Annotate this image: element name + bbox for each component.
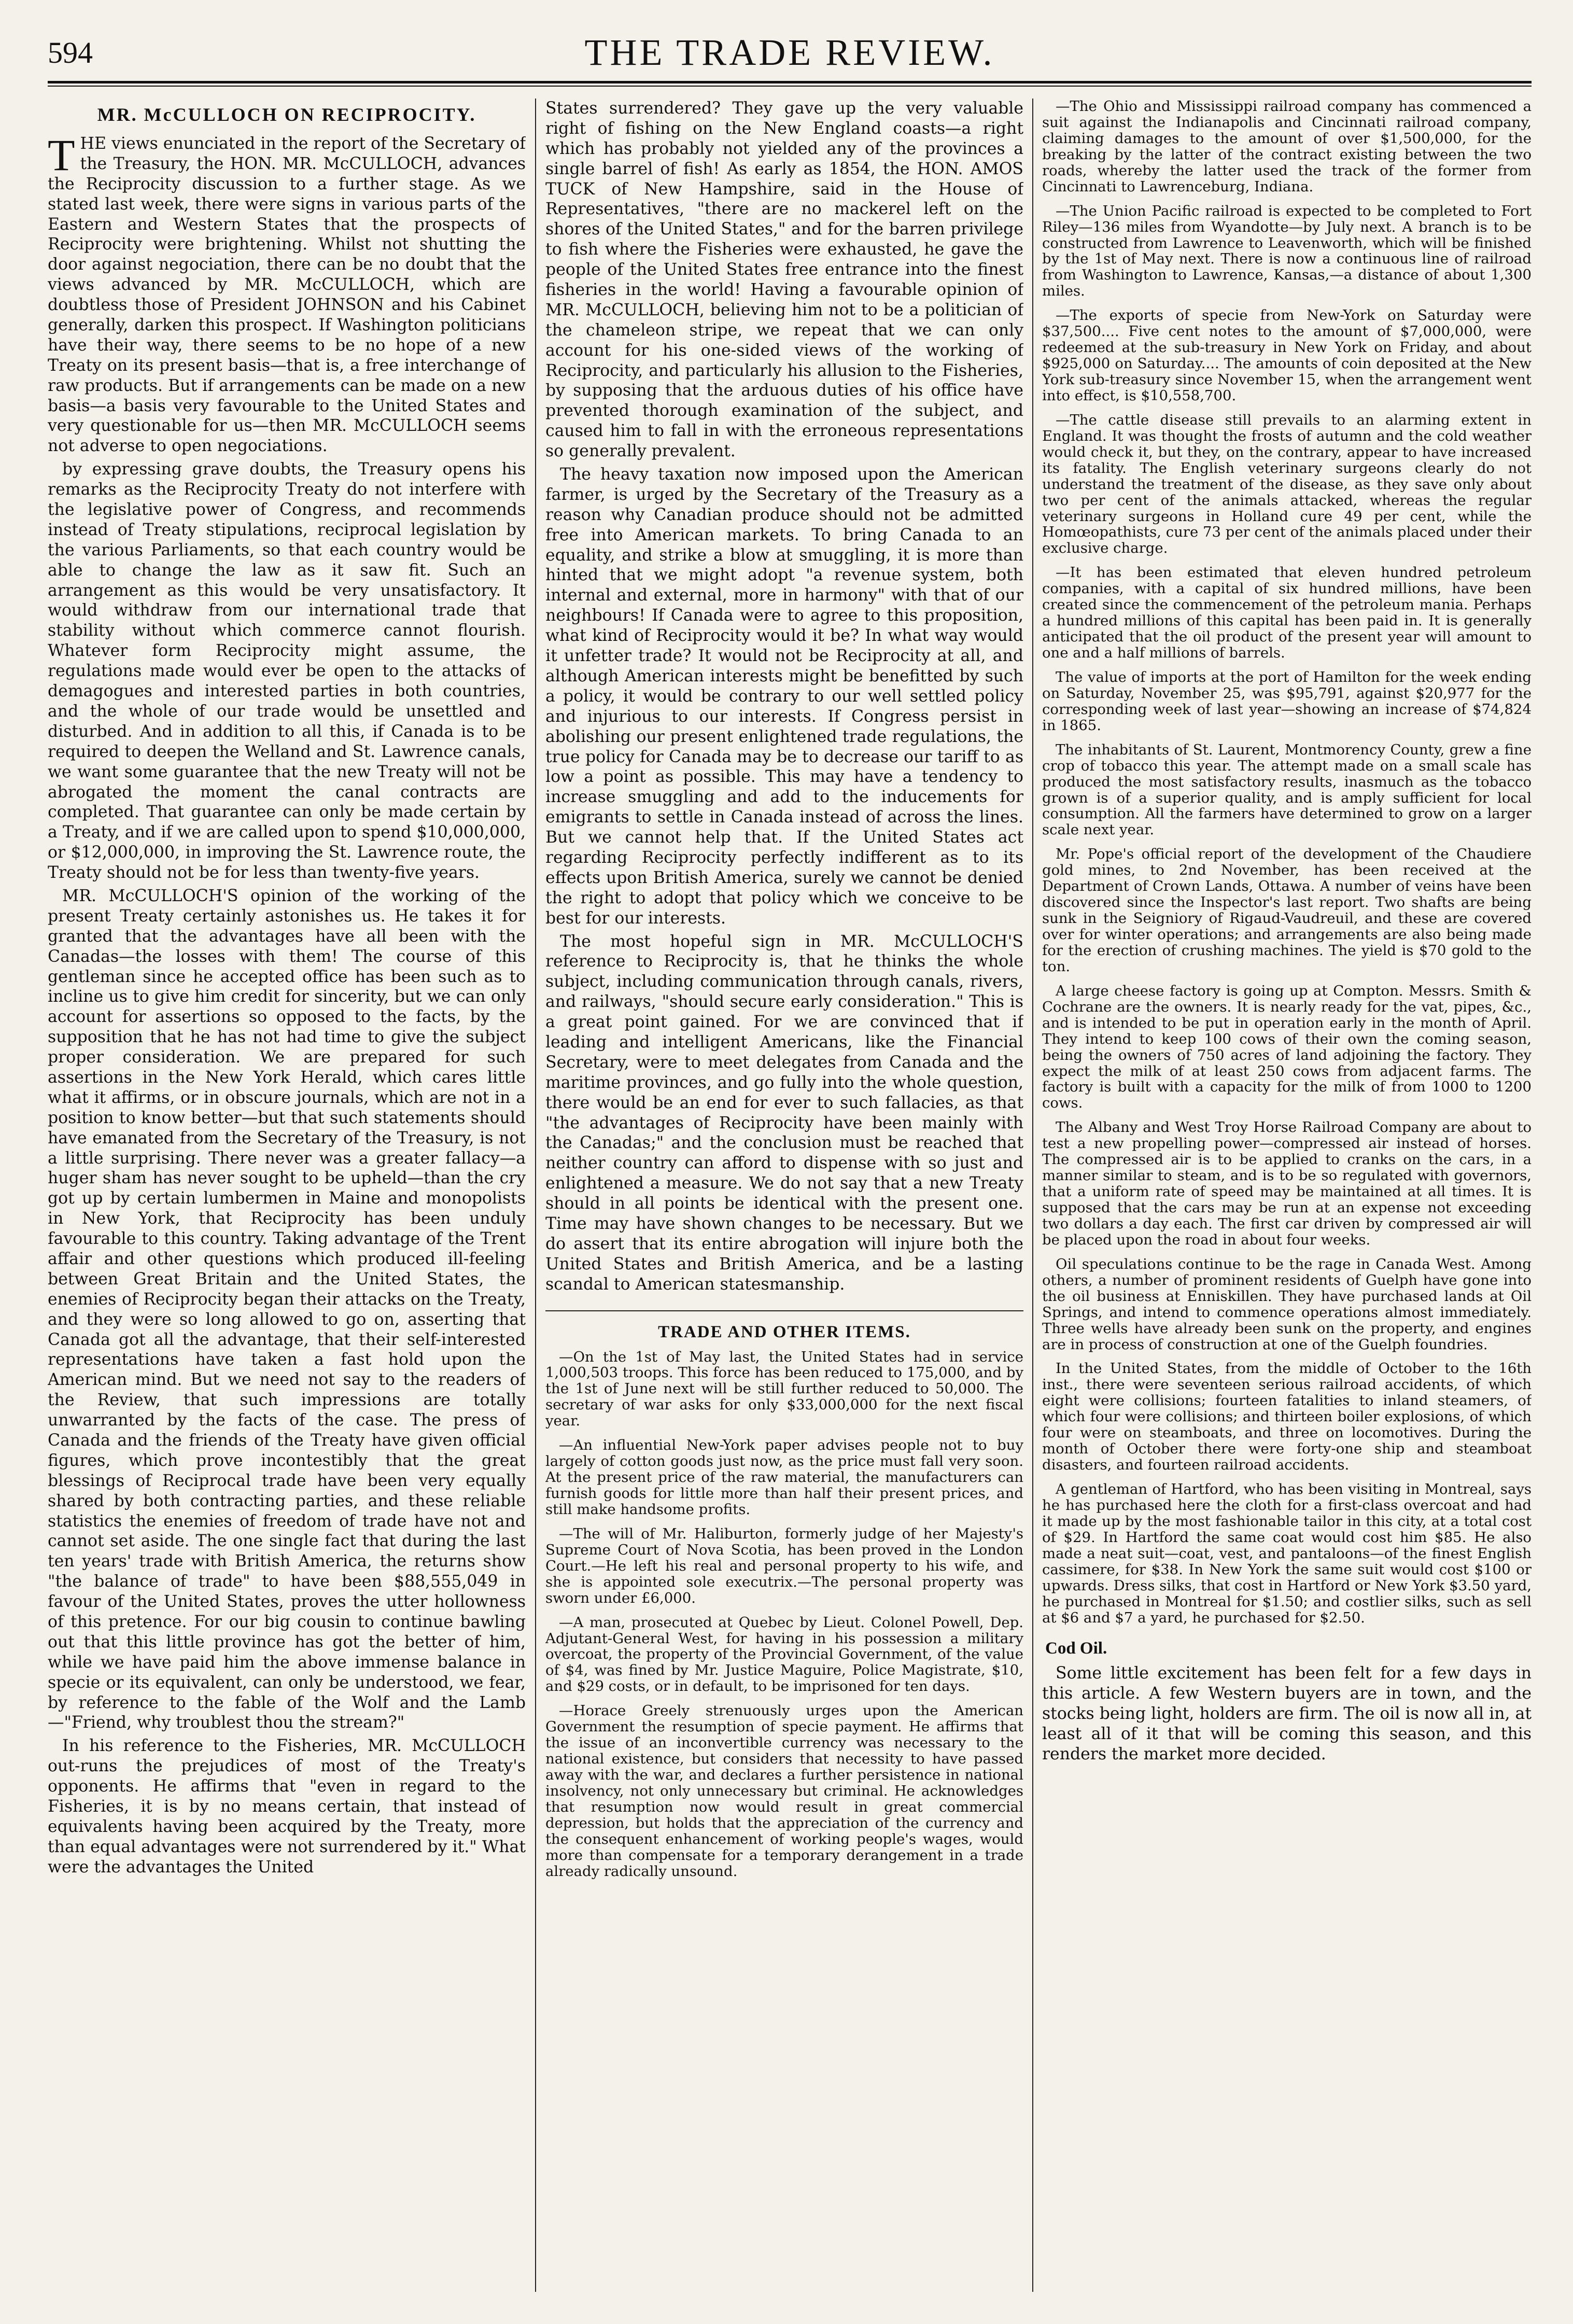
column-3 <box>1042 99 1532 2307</box>
news-item: A large cheese factory is going up at Compton. Messrs. Smith & Cochrane are the owners. It is nearly ready for the vat, pipes, &c., and is intended to be put in operation early in the month of April. They intend to keep 100 cows of their own the coming season, being the owners of 750 acres of land adjoining the factory. They expect the milk of at least 250 cows from adjacent farms. The factory is built with a capacity for the milk of from 1000 to 1200 cows. <box>1042 982 1532 1112</box>
article-paragraph: Some little excitement has been felt for a few days in this article. A few Western buyers are in town, and the stocks being light, holders are firm. The oil is now all in, at least all of it that will be coming this season, and this renders the market more decided. <box>1042 1664 1532 1763</box>
drop-cap: T <box>48 130 75 180</box>
article-paragraph: In his reference to the Fisheries, MR. McCULLOCH out-runs the prejudices of most of the Treaty's opponents. He affirms that "even in regard to the Fisheries, it is by no means certain, that instead of equivalents having been acquired by the Treaty, more than equal advantages were not surrendered by it." What were the advantages the United <box>48 1737 526 1877</box>
news-item: —The Union Pacific railroad is expected to be completed to Fort Riley—136 miles from Wyandotte—by July next. A branch is to be constructed from Lawrence to Leavenworth, which will be finished by the 1st of May next. There is now a continuous line of railroad from Washington to Lawrence, Kansas,—a distance of about 1,300 miles. <box>1042 202 1532 300</box>
cod-oil-section <box>1042 1663 1532 1764</box>
column-rule <box>1032 99 1033 2292</box>
header-rule <box>48 81 1532 83</box>
column-2 <box>545 99 1023 2287</box>
article-paragraph: The most hopeful sign in MR. McCULLOCH'S reference to Reciprocity is, that he thinks the whole subject, including communication through canals, rivers, and railways, "should secure early consideration." This is a great point gained. For we are convinced that if leading and intelligent Americans, like the Financial Secretary, were to meet delegates from Canada and the maritime provinces, and go fully into the whole question, there would be an end for ever to such fallacies, as that "the advantages of Reciprocity have been mainly with the Canadas;" and the conclusion must be reached that neither country can afford to dispense with so just and enlightened a measure. We do not say that a new Treaty should in all points be identical with the present one. Time may have shown changes to be necessary. But we do assert that its entire abrogation will injure both the United States and British America, and be a lasting scandal to American statesmanship. <box>545 932 1023 1294</box>
news-item: —The Ohio and Mississippi railroad company has commenced a suit against the Indianapolis and Cincinnati railroad company, claiming damages to the amount of over $1,500,000, for the breaking by the latter of the contract existing between the two roads, whereby the latter used the track of the former from Cincinnati to Lawrenceburg, Indiana. <box>1042 99 1532 195</box>
news-item: The inhabitants of St. Laurent, Montmorency County, grew a fine crop of tobacco this year. The attempt made on a small scale has produced the most satisfactory results, inasmuch as the tobacco grown is of a superior quality, and is amply sufficient for local consumption. All the farmers have determined to grow on a larger scale next year. <box>1042 741 1532 838</box>
article-paragraph: THE views enunciated in the report of the Secretary of the Treasury, the HON. MR. McCULLOCH, advances the Reciprocity discussion to a further stage. As we stated last week, there were signs in various parts of the Eastern and Western States that the prospects of Reciprocity were brightening. Whilst not shutting the door against negociation, there can be no doubt that the views advanced by MR. McCULLOCH, which are doubtless those of President JOHNSON and his Cabinet generally, darken this prospect. If Washington politicians have their way, there seems to be no hope of a new Treaty on its present basis—that is, a free interchange of raw products. But if arrangements can be made on a new basis—a basis very favourable to the United States and very questionable for us—then MR. McCULLOCH seems not adverse to open negociations. <box>48 130 526 456</box>
running-header <box>48 31 1532 76</box>
article-paragraph: MR. McCULLOCH'S opinion of the working of the present Treaty certainly astonishes us. He takes it for granted that the advantages have all been with the Canadas—the losses with them! The course of this gentleman since he accepted office has been such as to incline us to give him credit for sincerity, but we can only account for assertions so opposed to the facts, by the supposition that he has not had time to give the subject proper consideration. We are prepared for such assertions in the New York Herald, which cares little what it affirms, or in obscure journals, which are not in a position to know better—but that such statements should have emanated from the Secretary of the Treasury, is not a little surprising. There never was a greater fallacy—a huger sham has never sought to be upheld—than the cry got up by certain lumbermen in Maine and monopolists in New York, that Reciprocity has been unduly favourable to this country. Taking advantage of the Trent affair and other questions which produced ill-feeling between Great Britain and the United States, the enemies of Reciprocity began their attacks on the Treaty, and they were so long allowed to go on, asserting that Canada got all the advantage, that their self-interested representations have taken a fast hold upon the American mind. But we need not say to the readers of the Review, that such impressions are totally unwarranted by the facts of the case. The press of Canada and the friends of the Treaty have given official figures, which prove incontestibly that the great blessings of Reciprocal trade have been very equally shared by both contracting parties, and these reliable statistics the enemies of freedom of trade have not and cannot set aside. The one single fact that during the last ten years' trade with British America, the returns show "the balance of trade" to have been $88,555,049 in favour of the United States, proves the utter hollowness of this pretence. For our big cousin to continue bawling out that this little province has got the better of him, while we have paid him the above immense balance in specie or its equivalent, can only be understood, we fear, by reference to the fable of the Wolf and the Lamb—"Friend, why troublest thou the stream?" <box>48 886 526 1732</box>
news-item: —On the 1st of May last, the United States had in service 1,000,503 troops. This force has been reduced to 175,000, and by the 1st of June next will be still further reduced to 50,000. The secretary of war asks for only $33,000,000 for the next fiscal year. <box>545 1348 1023 1430</box>
article-paragraph: States surrendered? They gave up the very valuable right of fishing on the New England coasts—a right which has probably not yielded any of the provinces a single barrel of fish! As early as 1854, the HON. AMOS TUCK of New Hampshire, said in the House of Representatives, "there are no mackerel left on the shores of the United States," and for the barren privilege to fish where the Fisheries were exhausted, he gave the people of the United States free entrance into the finest fisheries in the world! Having a favourable opinion of MR. McCULLOCH, believing him not to be a politician of the chameleon stripe, we repeat that we can only account for his one-sided views of the working of Reciprocity, and particularly his allusion to the Fisheries, by supposing that the arduous duties of his office have prevented thorough examination of the subject, and caused him to fall in with the erroneous representations so generally prevalent. <box>545 99 1023 461</box>
news-item: In the United States, from the middle of October to the 16th inst., there were seventeen serious railroad accidents, of which eight were collisions; fourteen fatalities to inland steamers, of which four were collisions; and thirteen boiler explosions, of which four were on steamboats, and three on locomotives. During the month of October there were forty-one ship and steamboat disasters, and fourteen railroad accidents. <box>1042 1360 1532 1474</box>
news-item: Mr. Pope's official report of the development of the Chaudiere gold mines, to 2nd November, has been received at the Department of Crown Lands, Ottawa. A number of veins have been discovered since the Inspector's last report. Two shafts are being sunk in the Seigniory of Rigaud-Vaudreuil, and these are covered over for winter operations; and arrangements are also being made for the erection of crushing machines. The yield is $70 gold to the ton. <box>1042 846 1532 975</box>
news-item: —An influential New-York paper advises people not to buy largely of cotton goods just now, as the price must fall very soon. At the present price of the raw material, the manufacturers can furnish goods for little more than half their present prices, and still make handsome profits. <box>545 1437 1023 1518</box>
column-1 <box>48 99 526 2287</box>
news-item: —The will of Mr. Haliburton, formerly judge of her Majesty's Supreme Court of Nova Scotia, has been proved in the London Court.—He left his real and personal property to his wife, and she is appointed sole executrix.—The personal property was sworn under £6,000. <box>545 1525 1023 1606</box>
news-item: The value of imports at the port of Hamilton for the week ending on Saturday, November 25, was $95,791, against $20,977 for the corresponding week of last year—showing an increase of $74,824 in 1865. <box>1042 668 1532 734</box>
article-title: MR. McCULLOCH ON RECIPROCITY. <box>97 104 476 125</box>
section-title: TRADE AND OTHER ITEMS. <box>658 1322 911 1341</box>
header-rule-thin <box>48 86 1532 87</box>
publication-title: THE TRADE REVIEW. <box>584 32 995 73</box>
trade-items-list <box>545 1349 1023 1880</box>
news-item: Oil speculations continue to be the rage in Canada West. Among others, a number of prominent residents of Guelph have gone into the oil business at Enniskillen. They have purchased lands at Oil Springs, and intend to commence operations almost immediately. Three wells have already been sunk on the property, and engines are in process of construction at one of the Guelph foundries. <box>1042 1255 1532 1353</box>
news-item: —The exports of specie from New-York on Saturday were $37,500.... Five cent notes to the amount of $7,000,000, were redeemed at the sub-treasury in New York on Friday, and about $925,000 on Saturday.... The amounts of coin deposited at the New York sub-treasury since November 15, when the arrangement went into effect, is $10,558,700. <box>1042 307 1532 404</box>
column-rule <box>535 99 536 2292</box>
article-continuation <box>545 99 1023 1295</box>
page-number: 594 <box>48 36 93 69</box>
news-item: The Albany and West Troy Horse Railroad Company are about to test a new propelling power—compressed air instead of horses. The compressed air is to be applied to cranks on the cars, in a manner similar to steam, and is to be so regulated with governors, that a uniform rate of speed may be maintained at all times. It is supposed that the cars may be run at an expense not exceeding two dollars a day each. The first car driven by compressed air will be placed upon the road in about four weeks. <box>1042 1119 1532 1248</box>
news-item: —The cattle disease still prevails to an alarming extent in England. It was thought the frosts of autumn and the cold weather would check it, but they, on the contrary, appear to have increased its fatality. The English veterinary surgeons clearly do not understand the treatment of the disease, as they save only about two per cent of the animals attacked, whereas the regular veterinary surgeons in Holland cure 49 per cent, while the Homœopathists, cure 73 per cent of the animals placed under their exclusive charge. <box>1042 411 1532 557</box>
newspaper-page <box>48 31 1532 2297</box>
article-paragraph: by expressing grave doubts, the Treasury opens his remarks as the Reciprocity Treaty do not interfere with the legislative power of Congress, and recommends instead of Treaty stipulations, reciprocal legislation by the various Parliaments, so that each country would be able to change the law as it saw fit. Such an arrangement as this would be very unsatisfactory. It would withdraw from our international trade that stability without which commerce cannot flourish. Whatever form Reciprocity might assume, the regulations made would ever be open to the attacks of demagogues and interested parties in both countries, and the whole of our trade would be unsettled and disturbed. And in addition to all this, if Canada is to be required to deepen the Welland and St. Lawrence canals, we want some guarantee that the new Treaty will not be abrogated the moment the canal contracts are completed. That guarantee can only be made certain by a Treaty, and if we are called upon to spend $10,000,000, or $12,000,000, in improving the St. Lawrence route, the Treaty should not be for less than twenty-five years. <box>48 460 526 883</box>
news-item: A gentleman of Hartford, who has been visiting in Montreal, says he has purchased here the cloth for a first-class overcoat and had it made up by the most fashionable tailor in this city, at a total cost of $29. In Hartford the same coat would cost him $85. He also made a neat suit—coat, vest, and pantaloons—of the finest English cassimere, for $38. In New York the same suit would cost $100 or upwards. Dress silks, that cost in Hartford or New York $3.50 yard, he purchased in Montreal for $1.50; and costlier silks, such as sell at $6 and $7 a yard, he purchased for $2.50. <box>1042 1481 1532 1626</box>
section-divider <box>545 1310 1023 1311</box>
section-title: Cod Oil. <box>1045 1639 1107 1658</box>
news-item: —It has been estimated that eleven hundred petroleum companies, with a capital of six hundred millions, have been created since the commencement of the petroleum mania. Perhaps a hundred millions of this capital has been paid in. It is generally anticipated that the oil product of the present year will amount to one and a half millions of barrels. <box>1042 564 1532 661</box>
news-item: —Horace Greely strenuously urges upon the American Government the resumption of specie payment. He affirms that the issue of an inconvertible currency was necessary to the national existence, but considers that necessity to have passed away with the war, and declares a further persistence in national insolvency, not only unnecessary but criminal. He acknowledges that resumption now would result in great commercial depression, but holds that the appreciation of the currency and the consequent enhancement of working people's wages, would more than compensate for a temporary derangement in a trade already radically unsound. <box>545 1702 1023 1880</box>
trade-items-list <box>1042 99 1532 1626</box>
news-item: —A man, prosecuted at Quebec by Lieut. Colonel Powell, Dep. Adjutant-General West, for having in his possession a military overcoat, the property of the Provincial Government, of the value of $4, was fined by Mr. Justice Maguire, Police Magistrate, $10, and $29 costs, or in default, to be imprisoned for ten days. <box>545 1614 1023 1695</box>
article-paragraph: The heavy taxation now imposed upon the American farmer, is urged by the Secretary of the Treasury as a reason why Canadian produce should not be admitted free into American markets. To bring Canada to an equality, and strike a blow at smuggling, it is more than hinted that we might adopt "a revenue system, both internal and external, more in harmony" with that of our neighbours! If Canada were to agree to this proposition, what kind of Reciprocity would it be? In what way would it unfetter trade? It would not be Reciprocity at all, and although American interests might be benefitted by such a policy, it would be contrary to our well settled policy and injurious to our interests. If Congress persist in abolishing our present enlightened trade regulations, the true policy for Canada may be to decrease our tariff to as low a point as possible. This may have a tendency to increase smuggling and add to the inducements for emigrants to settle in Canada instead of across the lines. But we cannot help that. If the United States act regarding Reciprocity perfectly indifferent as to its effects upon British America, surely we cannot be denied the right to adopt that policy which we conceive to be best for our interests. <box>545 465 1023 928</box>
